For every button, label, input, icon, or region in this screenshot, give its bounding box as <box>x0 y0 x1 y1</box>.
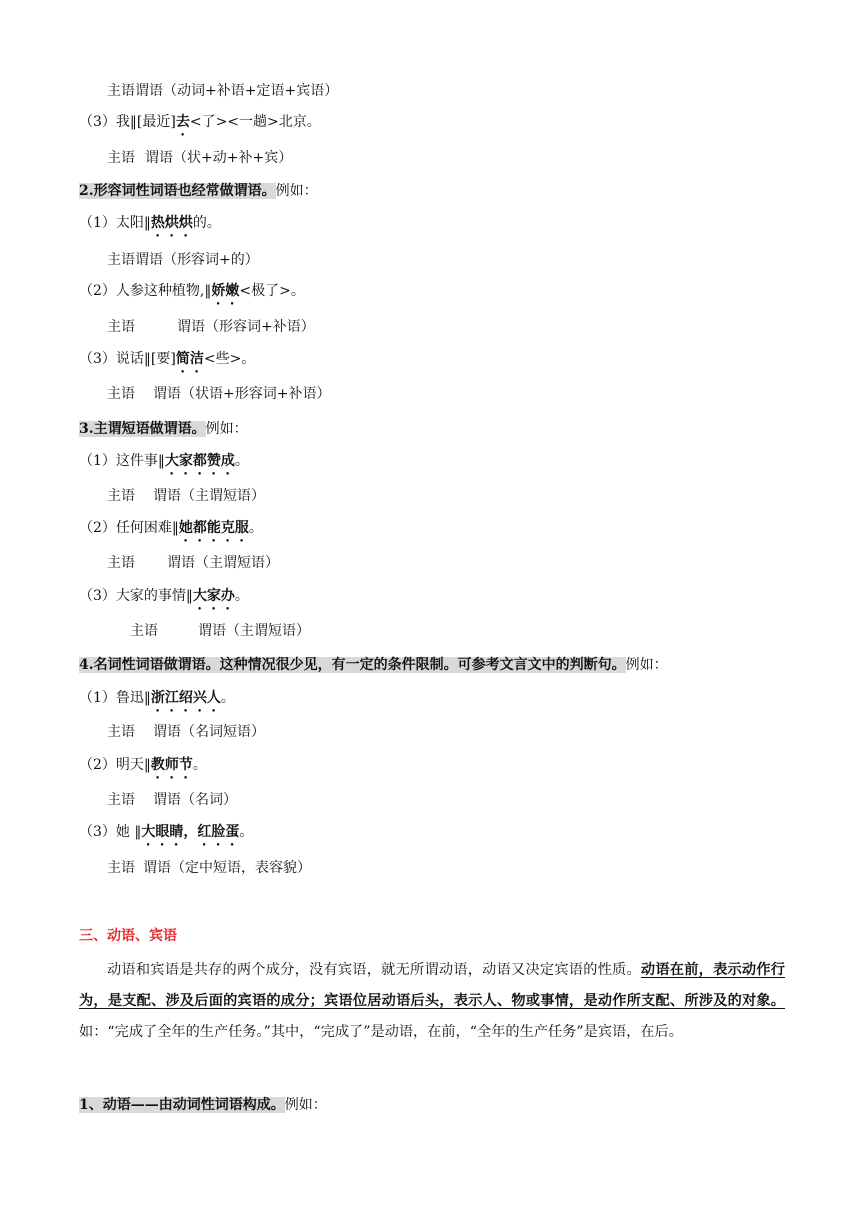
example-sentence: （2）人参这种植物,‖娇嫩<极了>。 <box>79 283 305 299</box>
example-sentence: （1）太阳‖热烘烘的。 <box>79 215 221 231</box>
example-annotation: 主语 谓语（形容词+补语） <box>107 319 315 335</box>
example-annotation: 主语 谓语（主谓短语） <box>130 623 310 639</box>
example-sentence: （3）她 ‖大眼睛，红脸蛋。 <box>79 824 254 840</box>
example-annotation: 主语 谓语（状+动+补+宾） <box>107 150 293 166</box>
example-annotation: 主语谓语（动词+补语+定语+宾语） <box>107 83 339 99</box>
example-annotation: 主语 谓语（名词） <box>107 792 237 808</box>
example-annotation: 主语 谓语（状语+形容词+补语） <box>107 386 331 402</box>
example-sentence: （3）大家的事情‖大家办。 <box>79 588 249 604</box>
example-annotation: 主语 谓语（定中短语，表容貌） <box>107 860 311 876</box>
body-paragraph: 动语和宾语是共存的两个成分，没有宾语，就无所谓动语，动语又决定宾语的性质。动语在前，表示动作行为，是支配、涉及后面的宾语的成分；宾语位居动语后头，表示人、物或事情，是动作所支配、所涉及的对象。如：“完成了全年的生产任务。”其中，“完成了”是动语，在前，“全年的生产任务”是宾语，在后。 <box>79 962 785 1040</box>
example-sentence: （1）这件事‖大家都赞成。 <box>79 453 249 469</box>
section-heading: 1、动语——由动词性词语构成。例如： <box>79 1097 327 1113</box>
example-annotation: 主语谓语（形容词+的） <box>107 252 259 268</box>
example-annotation: 主语 谓语（主谓短语） <box>107 555 279 571</box>
example-sentence: （3）我‖[最近]去<了><一趟>北京。 <box>79 114 321 130</box>
example-sentence: （2）明天‖教师节。 <box>79 757 207 773</box>
section-heading: 2.形容词性词语也经常做谓语。例如： <box>79 183 318 199</box>
example-sentence: （2）任何困难‖她都能克服。 <box>79 520 263 536</box>
example-sentence: （3）说话‖[要]简洁<些>。 <box>79 351 256 367</box>
example-annotation: 主语 谓语（名词短语） <box>107 724 265 740</box>
section-title: 三、动语、宾语 <box>79 928 177 944</box>
section-heading: 4.名词性词语做谓语。这种情况很少见，有一定的条件限制。可参考文言文中的判断句。例如： <box>79 657 668 673</box>
section-heading: 3.主谓短语做谓语。例如： <box>79 421 248 437</box>
example-sentence: （1）鲁迅‖浙江绍兴人。 <box>79 690 235 706</box>
example-annotation: 主语 谓语（主谓短语） <box>107 488 265 504</box>
